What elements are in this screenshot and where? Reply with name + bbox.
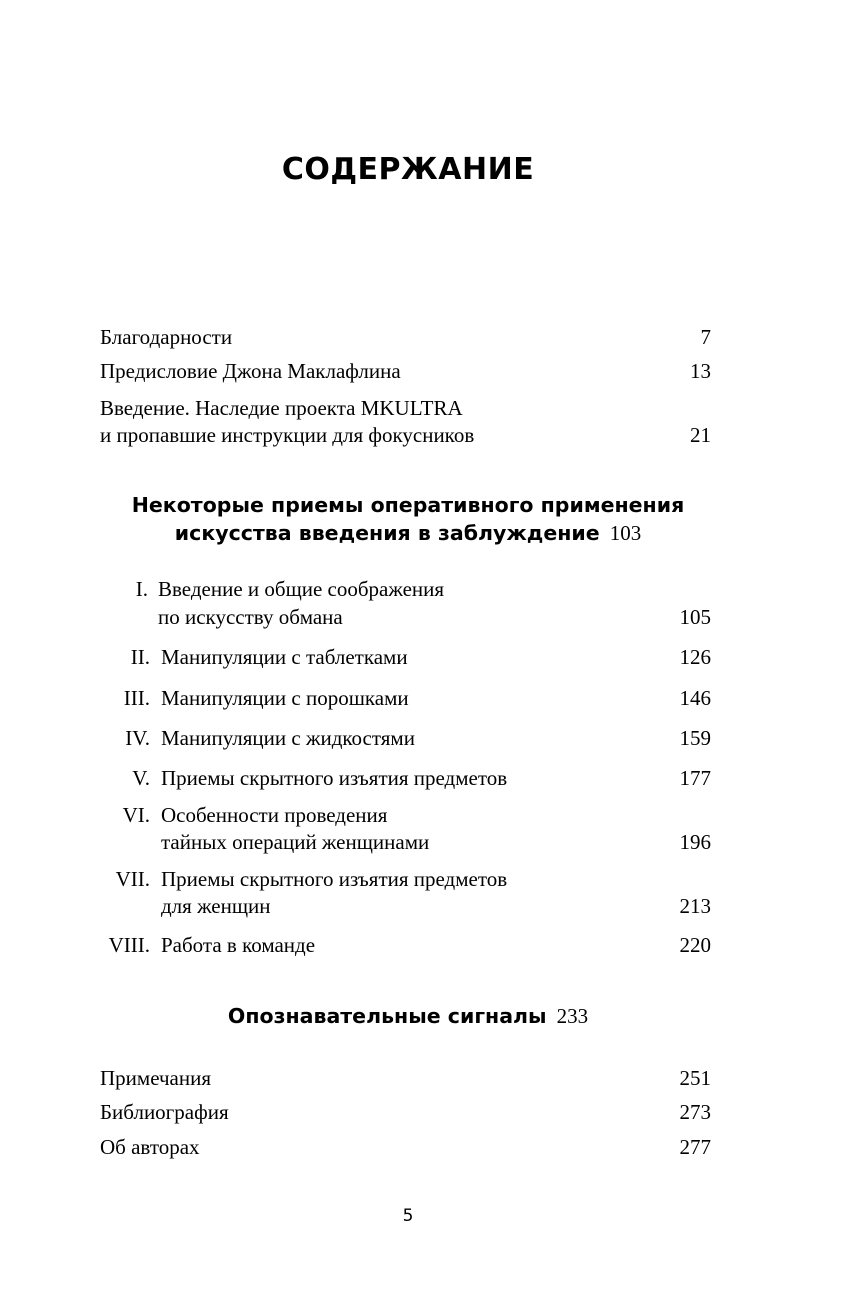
chapter-number: II. [130, 645, 150, 669]
chapter-title-line: по искусству обмана [158, 605, 343, 629]
chapter-number: VI. [122, 803, 150, 827]
section-heading-text: Опознавательные сигналы [227, 1004, 547, 1028]
chapter-page: 146 [679, 686, 711, 710]
chapter-page: 213 [679, 894, 711, 918]
chapter-title-line: Работа в команде [161, 933, 316, 957]
chapter-number: III. [123, 686, 150, 710]
toc-entry-page: 7 [700, 325, 711, 349]
section-heading-line: Некоторые приемы оперативного применения [131, 493, 685, 517]
toc-entry-label-line: и пропавшие инструкции для фокусников [100, 423, 475, 447]
toc-entry-label: Библиография [100, 1100, 229, 1124]
toc-entry-label-line: Введение. Наследие проекта MKULTRA [100, 396, 463, 420]
chapter-page: 220 [679, 933, 711, 957]
page-number: 5 [402, 1206, 414, 1226]
chapter-number: VIII. [108, 933, 150, 957]
toc-entry-page: 277 [679, 1135, 711, 1159]
chapter-title-line: тайных операций женщинами [161, 830, 430, 854]
chapter-title-line: для женщин [161, 894, 271, 918]
chapter-page: 159 [679, 726, 711, 750]
chapter-title-line: Манипуляции с порошками [161, 686, 409, 710]
toc-entry-page: 273 [679, 1100, 711, 1124]
toc-entry-page: 13 [690, 359, 711, 383]
chapter-title-line: Приемы скрытного изъятия предметов [161, 766, 508, 790]
toc-entry-label: Примечания [100, 1066, 212, 1090]
section-page: 233 [556, 1004, 589, 1028]
chapter-number: VII. [115, 867, 150, 891]
chapter-page: 105 [679, 605, 711, 629]
chapter-page: 196 [679, 830, 711, 854]
section-heading-line-with-page [0, 521, 816, 546]
chapter-title-line: Приемы скрытного изъятия предметов [161, 867, 508, 891]
toc-entry-label: Об авторах [100, 1135, 200, 1159]
chapter-page: 126 [679, 645, 711, 669]
chapter-page: 177 [679, 766, 711, 790]
page-title: СОДЕРЖАНИЕ [281, 152, 535, 187]
section-page: 103 [609, 521, 642, 545]
section-heading-text: искусства введения в заблуждение [174, 521, 600, 545]
chapter-title-line: Особенности проведения [161, 803, 388, 827]
chapter-title-line: Манипуляции с жидкостями [161, 726, 415, 750]
toc-entry-label: Благодарности [100, 325, 233, 349]
chapter-title-line: Манипуляции с таблетками [161, 645, 408, 669]
toc-entry-label: Предисловие Джона Маклафлина [100, 359, 401, 383]
chapter-number: I. [135, 577, 148, 601]
chapter-number: IV. [125, 726, 150, 750]
toc-entry-page: 251 [679, 1066, 711, 1090]
section-heading-signals [0, 1004, 816, 1029]
chapter-number: V. [132, 766, 150, 790]
chapter-title-line: Введение и общие соображения [158, 577, 445, 601]
toc-entry-page: 21 [690, 423, 711, 447]
